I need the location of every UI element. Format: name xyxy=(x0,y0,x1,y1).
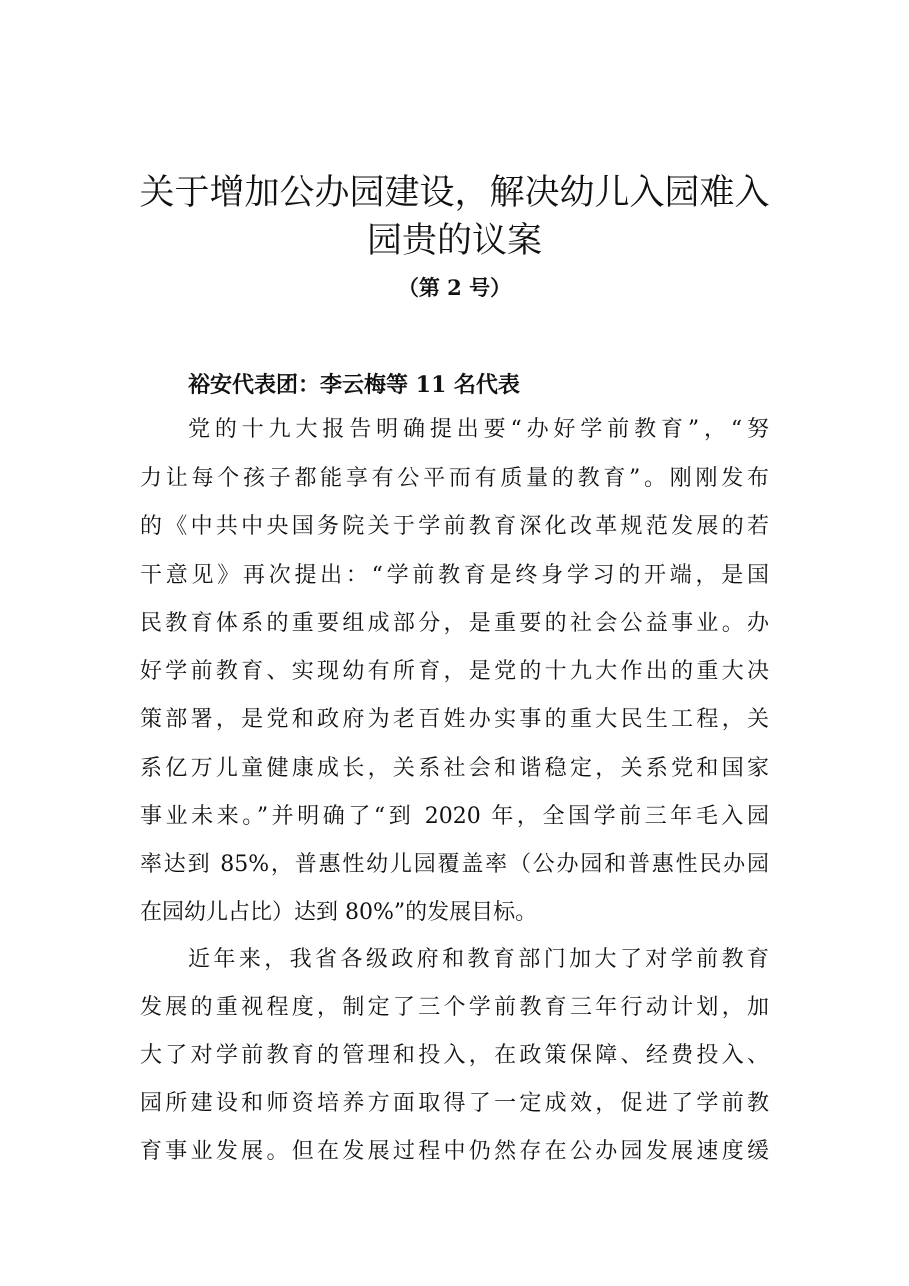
body-line: 在园幼儿占比）达到 80%”的发展目标。 xyxy=(140,900,538,925)
body-line: 民教育体系的重要组成部分，是重要的社会公益事业。办 xyxy=(140,611,769,636)
body-line: 好学前教育、实现幼有所育，是党的十九大作出的重大决 xyxy=(140,659,769,684)
document-title-line-2: 园贵的议案 xyxy=(366,221,542,261)
body-line: 的《中共中央国务院关于学前教育深化改革规范发展的若 xyxy=(140,514,769,539)
body-line: 策部署，是党和政府为老百姓办实事的重大民生工程，关 xyxy=(140,707,769,732)
body-line: 发展的重视程度，制定了三个学前教育三年行动计划，加 xyxy=(140,995,769,1020)
body-line: 率达到 85%，普惠性幼儿园覆盖率（公办园和普惠性民办园 xyxy=(140,852,769,877)
body-line: 系亿万儿童健康成长，关系社会和谐稳定，关系党和国家 xyxy=(140,756,769,781)
document-title-line-1: 关于增加公办园建设，解决幼儿入园难入 xyxy=(139,173,770,213)
body-line: 大了对学前教育的管理和投入，在政策保障、经费投入、 xyxy=(140,1043,769,1068)
body-line: 事业未来。”并明确了“到 2020 年，全国学前三年毛入园 xyxy=(140,804,769,829)
body-line: 近年来，我省各级政府和教育部门加大了对学前教育 xyxy=(188,947,769,972)
delegation-line: 裕安代表团：李云梅等 11 名代表 xyxy=(188,372,520,398)
proposal-number: （第 2 号） xyxy=(397,275,512,300)
body-line: 园所建设和师资培养方面取得了一定成效，促进了学前教 xyxy=(140,1091,769,1116)
body-line: 育事业发展。但在发展过程中仍然存在公办园发展速度缓 xyxy=(140,1139,769,1164)
body-line: 干意见》再次提出：“学前教育是终身学习的开端，是国 xyxy=(140,563,769,588)
body-line: 党的十九大报告明确提出要“办好学前教育”，“努 xyxy=(188,417,769,442)
body-line: 力让每个孩子都能享有公平而有质量的教育”。刚刚发布 xyxy=(140,466,769,491)
